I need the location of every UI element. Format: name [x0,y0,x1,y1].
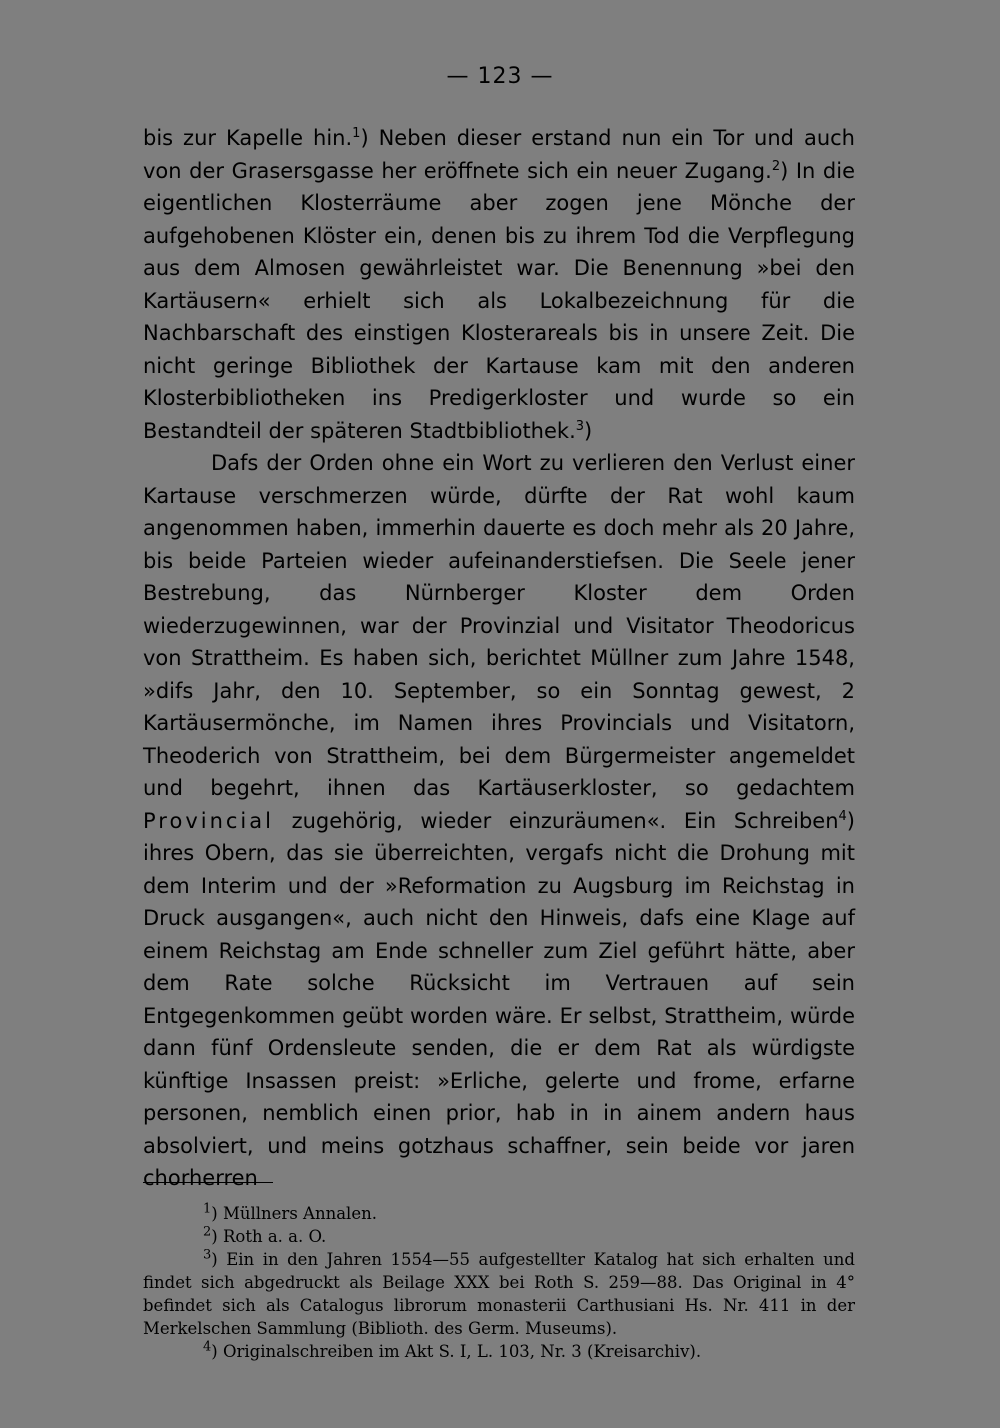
text-run: zugehörig, wieder einzuräumen«. Ein Schreiben [291,808,839,833]
paragraph-1 [143,122,855,447]
footnote-ref-2: 2 [771,158,781,174]
footnote-text: ) Roth a. a. O. [211,1227,327,1246]
footnote-4 [143,1340,855,1363]
footnote-ref-4: 4 [838,808,847,824]
spaced-emphasis: Provincial [143,808,274,833]
text-run: Dafs der Orden ohne ein Wort zu verlieren den Verlust einer Kartause verschmerzen würde, dürfte der Rat wohl kaum angenommen haben, immerhin dauerte es doch mehr als 20 Jahre, bis beide Parteien wieder aufeinanderstiefsen. Die Seele jener Bestrebung, das Nürnberger Kloster dem Orden wiederzugewinnen, war der Provinzial und Visitator Theodoricus von Strattheim. Es haben sich, berichtet Müllner zum Jahre 1548, »difs Jahr, den 10. September, so ein Sonntag gewest, 2 Kartäusermönche, im Namen ihres Provincials und Visitatorn, Theoderich von Strattheim, bei dem Bürgermeister angemeldet und begehrt, ihnen das Kartäuserkloster, so gedachtem [143,451,855,800]
footnote-ref-3: 3 [575,418,585,434]
text-run: ) In die eigentlichen Klosterräume aber zogen jene Mönche der aufgehobenen Klöster ein, denen bis zu ihrem Tod die Verpflegung aus dem Almosen gewährleistet war. Die Benennung »bei den Kartäusern« erhielt sich als Lokalbezeichnung für die Nachbarschaft des einstigen Klosterareals bis in unsere Zeit. Die nicht geringe Bibliothek der Kartause kam mit den anderen Klosterbibliotheken ins Predigerkloster und wurde so ein Bestandteil der späteren Stadtbibliothek. [143,158,855,443]
footnotes [143,1202,855,1363]
text-run: ) ihres Obern, das sie überreichten, vergafs nicht die Drohung mit dem Interim und der »Reformation zu Augsburg im Reichstag in Druck ausgangen«, auch nicht den Hinweis, dafs eine Klage auf einem Reichstag am Ende schneller zum Ziel geführt hätte, aber dem Rate solche Rücksicht im Vertrauen auf sein Entgegenkommen geübt worden wäre. Er selbst, Strattheim, würde dann fünf Ordensleute senden, die er dem Rat als würdigste künftige Insassen preist: »Erliche, gelerte und frome, erfarne personen, nemblich einen prior, hab in in ainem andern haus absolviert, und meins gotzhaus schaffner, sein beide vor jaren chorherren [143,808,855,1190]
footnote-mark: 4 [203,1339,212,1355]
page-number: — 123 — [446,64,554,89]
footnote-mark: 2 [203,1224,212,1240]
text-run: ) [584,418,593,443]
footnote-3 [143,1248,855,1340]
body-text [143,122,855,1195]
footnote-text: ) Ein in den Jahren 1554—55 aufgestellter Katalog hat sich erhalten und findet sich abgedruckt als Beilage XXX bei Roth S. 259—88. Das Original in 4° befindet sich als Catalogus librorum monasterii Carthusiani Hs. Nr. 411 in der Merkelschen Sammlung (Biblioth. des Germ. Museums). [143,1250,855,1338]
footnote-mark: 1 [203,1201,212,1217]
paragraph-2 [143,447,855,1195]
footnote-text: ) Originalschreiben im Akt S. I, L. 103, Nr. 3 (Kreisarchiv). [211,1342,702,1361]
footnote-separator [143,1182,273,1183]
footnote-text: ) Müllners Annalen. [211,1204,377,1223]
footnote-mark: 3 [203,1247,212,1263]
footnote-2 [143,1225,855,1248]
text-run: ) Neben dieser erstand nun ein Tor und auch von der Grasersgasse her eröffnete sich ein neuer Zugang. [143,126,855,183]
footnote-1 [143,1202,855,1225]
footnote-ref-1: 1 [352,126,361,141]
text-run: bis zur Kapelle hin. [143,126,353,150]
